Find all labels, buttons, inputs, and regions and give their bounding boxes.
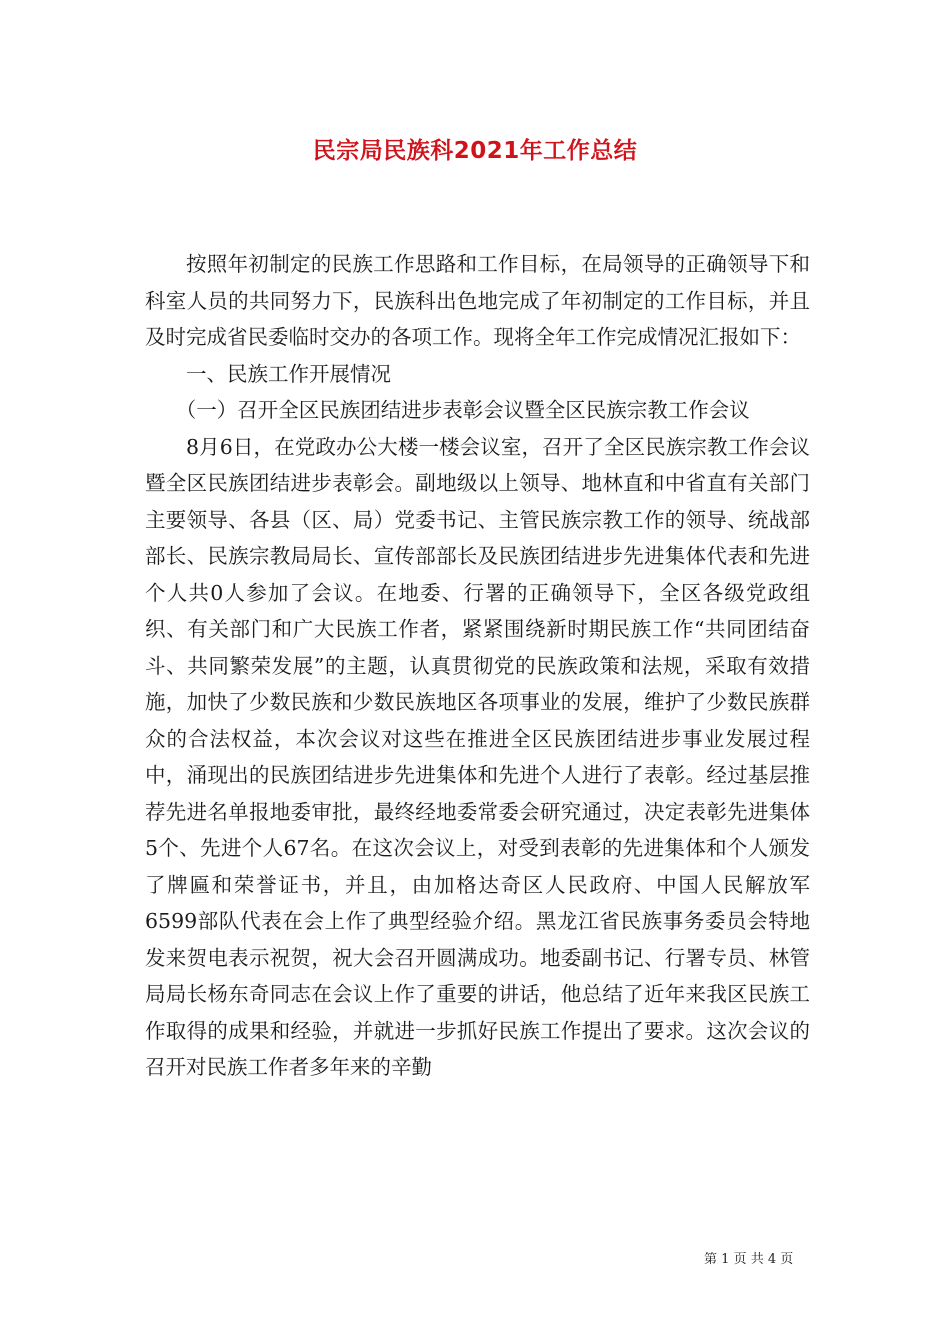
document-body xyxy=(145,246,810,1086)
subsection-heading: （一）召开全区民族团结进步表彰会议暨全区民族宗教工作会议 xyxy=(175,398,750,422)
document-title: 民宗局民族科2021年工作总结 xyxy=(312,138,638,164)
intro-paragraph: 按照年初制定的民族工作思路和工作目标，在局领导的正确领导下和科室人员的共同努力下，民族科出色地完成了年初制定的工作目标，并且及时完成省民委临时交办的各项工作。现将全年工作完成情况汇报如下： xyxy=(145,252,810,349)
section-heading: 一、民族工作开展情况 xyxy=(186,361,391,386)
page-middle-text: 页 共 xyxy=(733,1252,764,1267)
page-prefix: 第 xyxy=(704,1252,718,1267)
current-page-number: 1 xyxy=(721,1252,730,1267)
page-number-footer xyxy=(704,1248,793,1267)
body-paragraph: 8月6日，在党政办公大楼一楼会议室，召开了全区民族宗教工作会议暨全区民族团结进步表彰会。副地级以上领导、地林直和中省直有关部门主要领导、各县（区、局）党委书记、主管民族宗教工作的领导、统战部部长、民族宗教局局长、宣传部部长及民族团结进步先进集体代表和先进个人共0人参加了会议。在地委、行署的正确领导下，全区各级党政组织、有关部门和广大民族工作者，紧紧围绕新时期民族工作“共同团结奋斗、共同繁荣发展”的主题，认真贯彻党的民族政策和法规，采取有效措施，加快了少数民族和少数民族地区各项事业的发展，维护了少数民族群众的合法权益，本次会议对这些在推进全区民族团结进步事业发展过程中，涌现出的民族团结进步先进集体和先进个人进行了表彰。经过基层推荐先进名单报地委审批，最终经地委常委会研究通过，决定表彰先进集体5个、先进个人67名。在这次会议上，对受到表彰的先进集体和个人颁发了牌匾和荣誉证书，并且，由加格达奇区人民政府、中国人民解放军6599部队代表在会上作了典型经验介绍。黑龙江省民族事务委员会特地发来贺电表示祝贺，祝大会召开圆满成功。地委副书记、行署专员、林管局局长杨东奇同志在会议上作了重要的讲话，他总结了近年来我区民族工作取得的成果和经验，并就进一步抓好民族工作提出了要求。这次会议的召开对民族工作者多年来的辛勤 xyxy=(145,434,810,1079)
page-suffix: 页 xyxy=(780,1252,794,1267)
total-page-count: 4 xyxy=(767,1252,777,1267)
